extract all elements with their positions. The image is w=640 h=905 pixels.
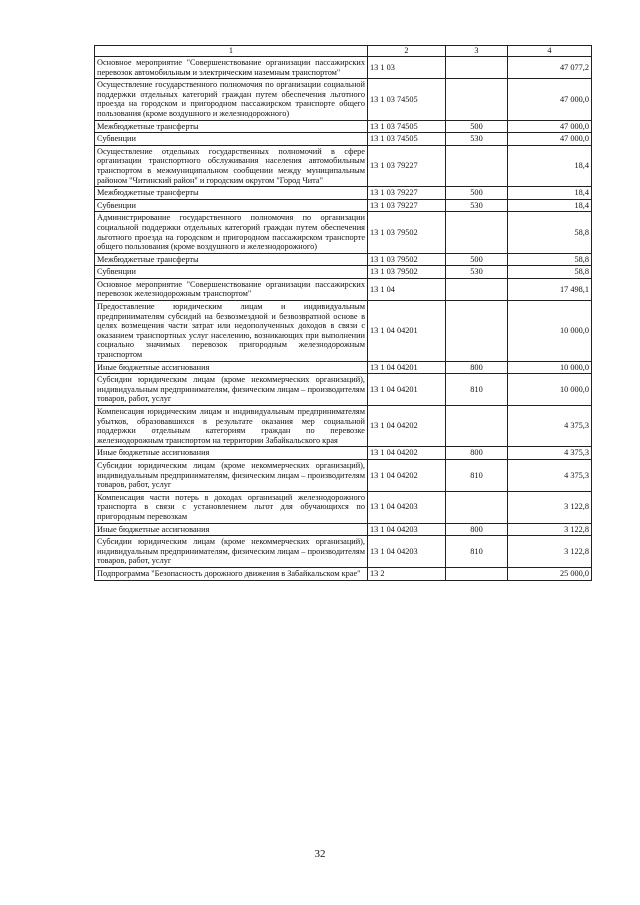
table-row bbox=[95, 459, 592, 491]
row-name: Межбюджетные трансферты bbox=[95, 187, 368, 200]
row-code: 13 1 03 74505 bbox=[368, 133, 446, 146]
row-type bbox=[446, 406, 508, 447]
row-type bbox=[446, 301, 508, 362]
row-code: 13 1 04 04201 bbox=[368, 301, 446, 362]
row-name: Иные бюджетные ассигнования bbox=[95, 361, 368, 374]
table-row bbox=[95, 133, 592, 146]
table-row bbox=[95, 120, 592, 133]
row-name: Компенсация части потерь в доходах организаций железнодорожного транспорта в связи с установлением льгот для обучающихся по пригородным перевозкам bbox=[95, 491, 368, 523]
row-type: 800 bbox=[446, 447, 508, 460]
row-type: 800 bbox=[446, 361, 508, 374]
row-name: Субсидии юридическим лицам (кроме некоммерческих организаций), индивидуальным предпринимателям, физическим лицам – производителям товаров, работ, услуг bbox=[95, 536, 368, 568]
row-code: 13 1 04 04201 bbox=[368, 374, 446, 406]
row-name: Межбюджетные трансферты bbox=[95, 253, 368, 266]
table-row bbox=[95, 266, 592, 279]
row-type: 500 bbox=[446, 120, 508, 133]
row-name: Субвенции bbox=[95, 199, 368, 212]
table-row bbox=[95, 361, 592, 374]
row-name: Субвенции bbox=[95, 133, 368, 146]
row-code: 13 2 bbox=[368, 567, 446, 580]
table-row bbox=[95, 199, 592, 212]
table-row bbox=[95, 212, 592, 253]
row-amount: 47 077,2 bbox=[508, 57, 592, 79]
table-row bbox=[95, 447, 592, 460]
row-code: 13 1 04 04203 bbox=[368, 523, 446, 536]
header-row bbox=[95, 46, 592, 57]
row-code: 13 1 04 bbox=[368, 278, 446, 300]
table-row bbox=[95, 278, 592, 300]
row-code: 13 1 03 79227 bbox=[368, 199, 446, 212]
row-code: 13 1 03 79227 bbox=[368, 145, 446, 186]
row-name: Основное мероприятие "Совершенствование организации пассажирских перевозок железнодорожным транспортом" bbox=[95, 278, 368, 300]
row-amount: 47 000,0 bbox=[508, 120, 592, 133]
row-name: Межбюджетные трансферты bbox=[95, 120, 368, 133]
row-type bbox=[446, 79, 508, 120]
table-row bbox=[95, 187, 592, 200]
row-type: 530 bbox=[446, 199, 508, 212]
table-row bbox=[95, 57, 592, 79]
row-amount: 17 498,1 bbox=[508, 278, 592, 300]
row-type bbox=[446, 212, 508, 253]
row-amount: 18,4 bbox=[508, 145, 592, 186]
row-type bbox=[446, 57, 508, 79]
row-amount: 3 122,8 bbox=[508, 523, 592, 536]
table-row bbox=[95, 253, 592, 266]
budget-table bbox=[94, 45, 592, 581]
table-row bbox=[95, 567, 592, 580]
row-code: 13 1 03 79502 bbox=[368, 266, 446, 279]
row-code: 13 1 03 79227 bbox=[368, 187, 446, 200]
row-name: Осуществление отдельных государственных полномочий в сфере организации транспортного обслуживания населения автомобильным транспортом в межмуниципальном сообщении между муниципальным районом "Читинский район" и городским округом "Город Чита" bbox=[95, 145, 368, 186]
row-amount: 18,4 bbox=[508, 187, 592, 200]
row-amount: 10 000,0 bbox=[508, 301, 592, 362]
row-amount: 58,8 bbox=[508, 253, 592, 266]
column-header-2: 2 bbox=[368, 46, 446, 57]
row-amount: 58,8 bbox=[508, 212, 592, 253]
row-amount: 58,8 bbox=[508, 266, 592, 279]
row-name: Субвенции bbox=[95, 266, 368, 279]
row-code: 13 1 04 04203 bbox=[368, 536, 446, 568]
row-type bbox=[446, 491, 508, 523]
column-header-3: 3 bbox=[446, 46, 508, 57]
row-name: Компенсация юридическим лицам и индивидуальным предпринимателям убытков, образовавшихся в результате оказания мер социальной поддержки отдельным категориям граждан по перевозке железнодорожным транспортом на территории Забайкальского края bbox=[95, 406, 368, 447]
table-row bbox=[95, 406, 592, 447]
row-type: 530 bbox=[446, 266, 508, 279]
table-row bbox=[95, 536, 592, 568]
row-code: 13 1 03 bbox=[368, 57, 446, 79]
page-number: 32 bbox=[314, 848, 326, 860]
row-amount: 4 375,3 bbox=[508, 459, 592, 491]
table-row bbox=[95, 374, 592, 406]
row-name: Предоставление юридическим лицам и индивидуальным предпринимателям субсидий на безвозмездной и безвозвратной основе в целях возмещения части затрат или недополученных доходов в связи с оказанием транспортных услуг населению, возникающих при выполнении социально значимых перевозок пригородным железнодорожным транспортом bbox=[95, 301, 368, 362]
row-amount: 3 122,8 bbox=[508, 491, 592, 523]
row-name: Субсидии юридическим лицам (кроме некоммерческих организаций), индивидуальным предпринимателям, физическим лицам – производителям товаров, работ, услуг bbox=[95, 374, 368, 406]
row-name: Администрирование государственного полномочия по организации социальной поддержки отдельных категорий граждан путем обеспечения льготного проезда на городском и пригородном пассажирском транспорте общего пользования (кроме воздушного и железнодорожного) bbox=[95, 212, 368, 253]
row-amount: 4 375,3 bbox=[508, 447, 592, 460]
row-code: 13 1 04 04202 bbox=[368, 406, 446, 447]
table-row bbox=[95, 491, 592, 523]
row-code: 13 1 03 79502 bbox=[368, 253, 446, 266]
row-code: 13 1 03 74505 bbox=[368, 79, 446, 120]
row-code: 13 1 04 04201 bbox=[368, 361, 446, 374]
row-type bbox=[446, 278, 508, 300]
row-amount: 4 375,3 bbox=[508, 406, 592, 447]
row-name: Иные бюджетные ассигнования bbox=[95, 523, 368, 536]
row-type: 500 bbox=[446, 187, 508, 200]
column-header-4: 4 bbox=[508, 46, 592, 57]
table-row bbox=[95, 523, 592, 536]
row-amount: 47 000,0 bbox=[508, 133, 592, 146]
row-code: 13 1 03 74505 bbox=[368, 120, 446, 133]
row-type: 810 bbox=[446, 459, 508, 491]
row-amount: 18,4 bbox=[508, 199, 592, 212]
row-amount: 3 122,8 bbox=[508, 536, 592, 568]
row-name: Подпрограмма "Безопасность дорожного движения в Забайкальском крае" bbox=[95, 567, 368, 580]
row-name: Субсидии юридическим лицам (кроме некоммерческих организаций), индивидуальным предпринимателям, физическим лицам – производителям товаров, работ, услуг bbox=[95, 459, 368, 491]
column-header-1: 1 bbox=[95, 46, 368, 57]
table-row bbox=[95, 79, 592, 120]
row-amount: 10 000,0 bbox=[508, 374, 592, 406]
row-code: 13 1 04 04203 bbox=[368, 491, 446, 523]
row-code: 13 1 03 79502 bbox=[368, 212, 446, 253]
row-name: Осуществление государственного полномочия по организации социальной поддержки отдельных категорий граждан путем обеспечения льготного проезда на городском и пригородном пассажирском транспорте общего пользования (кроме воздушного и железнодорожного) bbox=[95, 79, 368, 120]
row-code: 13 1 04 04202 bbox=[368, 459, 446, 491]
row-code: 13 1 04 04202 bbox=[368, 447, 446, 460]
row-type: 530 bbox=[446, 133, 508, 146]
row-name: Основное мероприятие "Совершенствование организации пассажирских перевозок автомобильным и электрическим наземным транспортом" bbox=[95, 57, 368, 79]
row-type bbox=[446, 567, 508, 580]
table-row bbox=[95, 301, 592, 362]
row-type: 800 bbox=[446, 523, 508, 536]
row-name: Иные бюджетные ассигнования bbox=[95, 447, 368, 460]
row-amount: 10 000,0 bbox=[508, 361, 592, 374]
row-type: 810 bbox=[446, 536, 508, 568]
row-type: 810 bbox=[446, 374, 508, 406]
row-amount: 47 000,0 bbox=[508, 79, 592, 120]
row-type bbox=[446, 145, 508, 186]
table-row bbox=[95, 145, 592, 186]
row-amount: 25 000,0 bbox=[508, 567, 592, 580]
row-type: 500 bbox=[446, 253, 508, 266]
